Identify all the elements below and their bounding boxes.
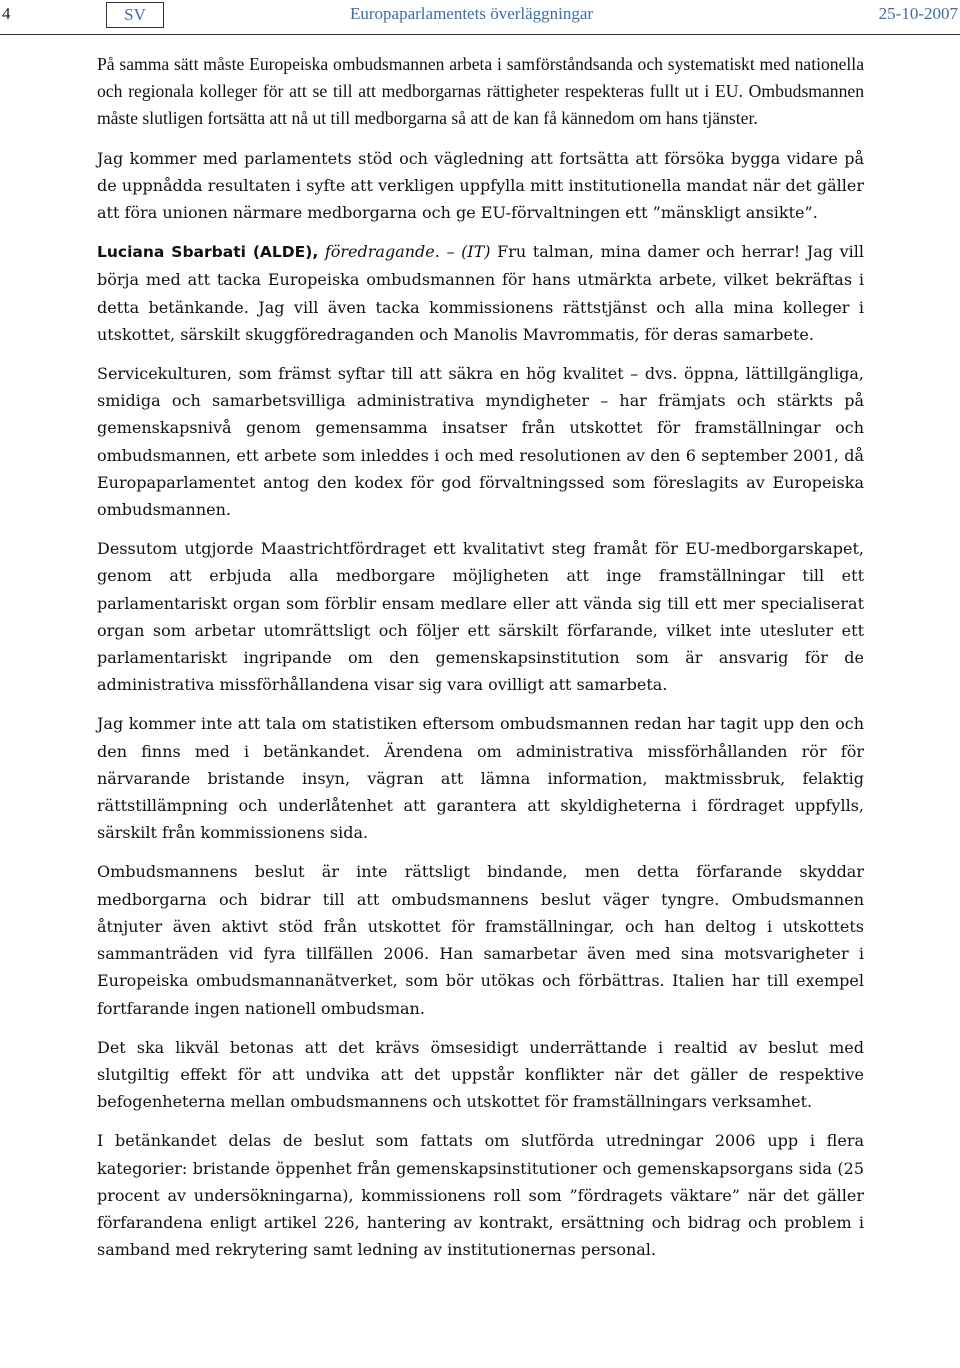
language-badge: SV: [106, 2, 164, 28]
paragraph: Servicekulturen, som främst syftar till att säkra en hög kvalitet – dvs. öppna, lättillgängliga, smidiga och samarbetsvilliga administrativa myndigheter – har främjats och stärkts på gemenskapsnivå genom gemensamma insatser från utskottet för framställningar och ombudsmannen, ett arbete som inleddes i och med resolutionen av den 6 september 2001, då Europaparlamentet antog den kodex för god förvaltningssed som föreslagits av Europeiska ombudsmannen.: [97, 364, 864, 520]
paragraph: På samma sätt måste Europeiska ombudsmannen arbeta i samförståndsanda och systematiskt med nationella och regionala kolleger för att se till att medborgarnas rättigheter respekteras fullt ut i EU. Ombudsmannen måste slutligen fortsätta att nå ut till medborgarna så att de kan få kännedom om hans tjänster.: [97, 54, 864, 129]
document-body: [97, 51, 864, 1275]
paragraph: Jag kommer inte att tala om statistiken eftersom ombudsmannen redan har tagit upp den och den finns med i betänkandet. Ärendena om administrativa missförhållanden rör för närvarande bristande insyn, vägran att lämna information, maktmissbruk, felaktig rättstillämpning och underlåtenhet att garantera att skyldigheterna i fördraget uppfylls, särskilt från kommissionens sida.: [97, 714, 864, 843]
publication-title: Europaparlamentets överläggningar: [350, 4, 594, 23]
page-header: [0, 0, 960, 35]
speaker-role: föredragande: [324, 242, 435, 262]
page-number: 4: [2, 4, 11, 23]
paragraph: I betänkandet delas de beslut som fattats om slutförda utredningar 2006 upp i flera kategorier: bristande öppenhet från gemenskapsinstitutioner och gemenskapsorgans sida (25 procent av undersökningarna), kommissionens roll som ”fördragets väktare” när det gäller förfarandena enligt artikel 226, hantering av kontrakt, ersättning och bidrag och problem i samband med rekrytering samt ledning av institutionernas personal.: [97, 1131, 864, 1260]
paragraph: Jag kommer med parlamentets stöd och vägledning att fortsätta att försöka bygga vidare på de uppnådda resultaten i syfte att verkligen uppfylla mitt institutionella mandat när det gäller att föra unionen närmare medborgarna och ge EU-förvaltningen ett ”mänskligt ansikte”.: [97, 148, 864, 223]
speech-paragraph: [97, 238, 864, 348]
speech-separator: . –: [434, 242, 455, 262]
paragraph: Ombudsmannens beslut är inte rättsligt bindande, men detta förfarande skyddar medborgarna och bidrar till att ombudsmannens beslut väger tyngre. Ombudsmannen åtnjuter även aktivt stöd från utskottet för framställningar, och han deltog i utskottets sammanträden vid fyra tillfällen 2006. Han samarbetar även med sina motsvarigheter i Europeiska ombudsmannanätverket, som bör utökas och förbättras. Italien har till exempel fortfarande ingen nationell ombudsman.: [97, 862, 864, 1018]
speech-text: Fru talman, mina damer och herrar! Jag vill börja med att tacka Europeiska ombudsmannen för hans utmärkta arbete, vilket bekräftas i detta betänkande. Jag vill även tacka kommissionens rättstjänst och alla mina kolleger i utskottet, särskilt skuggföredraganden och Manolis Mavrommatis, för deras samarbete.: [97, 242, 865, 344]
paragraph: Dessutom utgjorde Maastrichtfördraget ett kvalitativt steg framåt för EU-medborgarskapet, genom att erbjuda alla medborgare möjligheten att inge framställningar till ett parlamentariskt organ som förblir ensam medlare eller att vända sig till ett mer specialiserat organ som arbetar utomrättsligt och följer ett särskilt förfarande, vilket inte utesluter ett parlamentariskt ingripande om den gemenskapsinstitution som är ansvarig för de administrativa missförhållandena visar sig vara ovilligt att samarbeta.: [97, 539, 864, 695]
paragraph: Det ska likväl betonas att det krävs ömsesidigt underrättande i realtid av beslut med slutgiltig effekt för att undvika att det uppstår konflikter när det gäller de respektive befogenheterna mellan ombudsmannens och utskottet för framställningars verksamhet.: [97, 1037, 864, 1112]
speaker-name: Luciana Sbarbati (ALDE),: [97, 243, 319, 262]
language-tag: (IT): [461, 242, 491, 262]
publication-date: 25-10-2007: [878, 4, 958, 23]
